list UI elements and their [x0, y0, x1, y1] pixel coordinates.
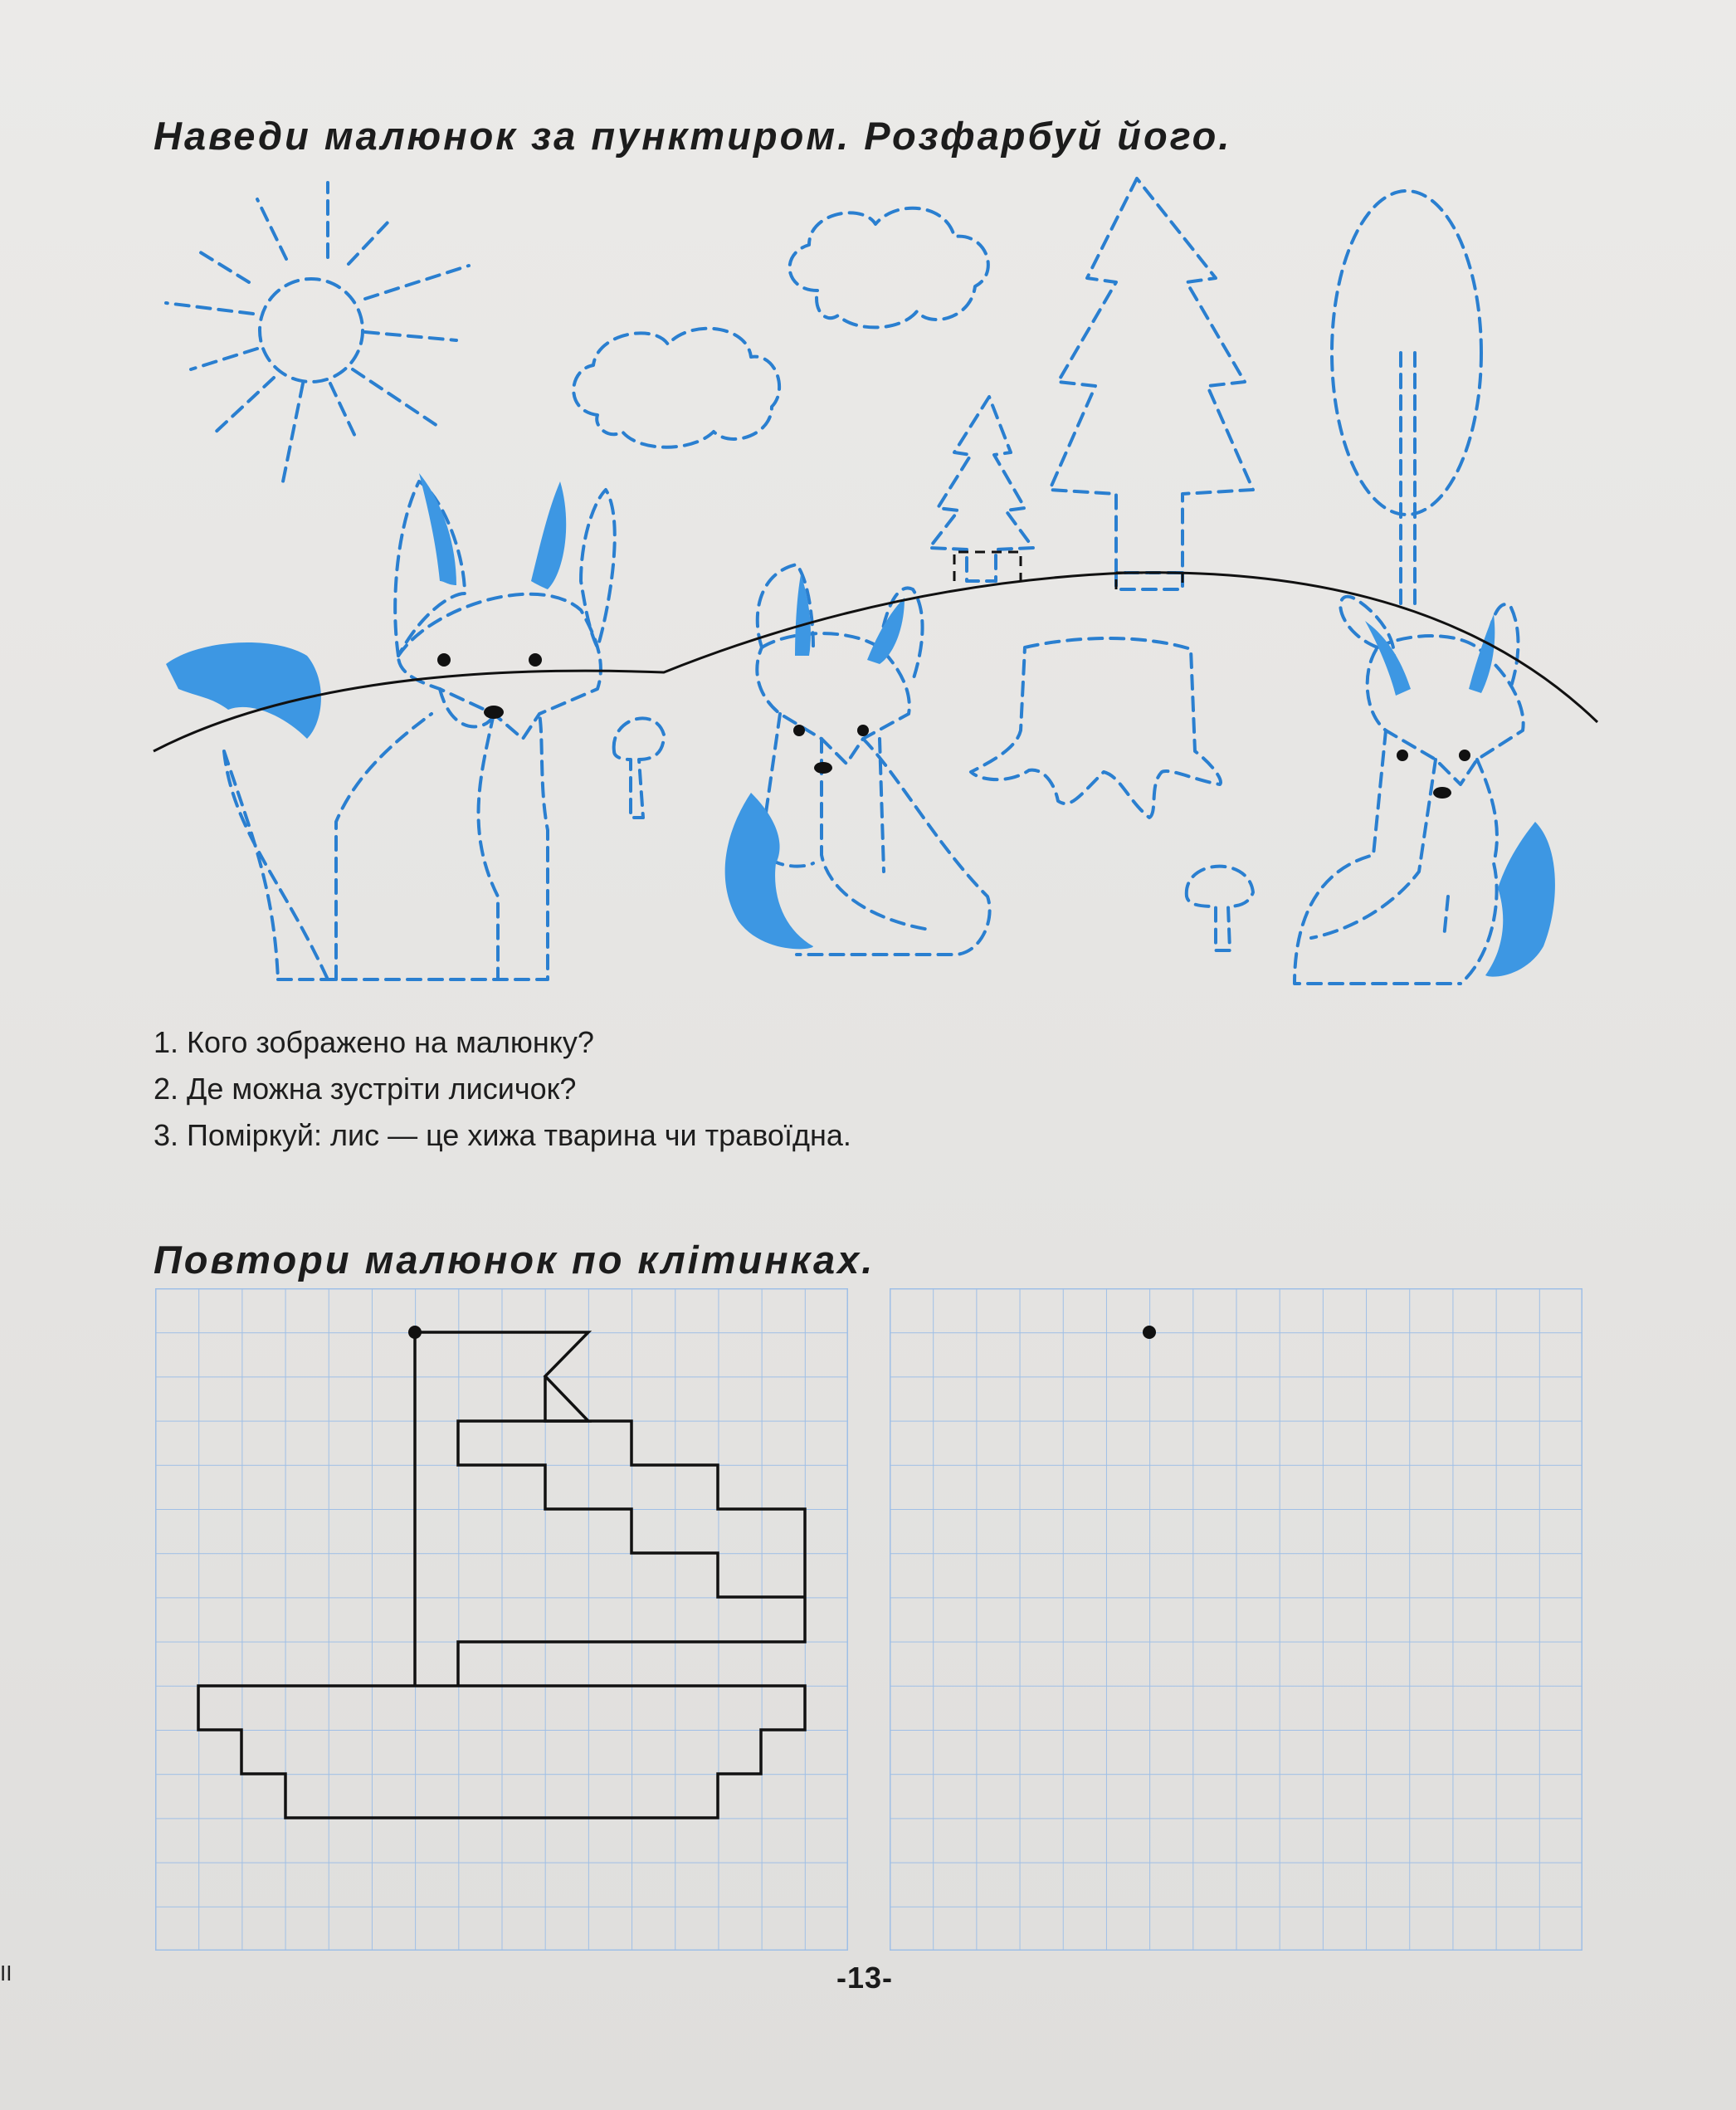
fox-large-ear-right: [531, 481, 566, 589]
start-dot: [408, 1326, 422, 1339]
tall-tree-trunk: [1401, 353, 1415, 606]
sun-icon: [166, 183, 469, 486]
ground-dashes-left: [954, 552, 1021, 581]
fox-large-eye-right: [529, 653, 542, 667]
grid-sample: [155, 1288, 848, 1951]
cloud-lower: [573, 329, 779, 447]
question-1: 1. Кого зображено на малюнку?: [154, 1025, 594, 1059]
stump: [971, 638, 1221, 818]
fox-middle-eye-right: [857, 725, 869, 736]
fox-right-ear-right: [1469, 614, 1495, 693]
task1-heading: Наведи малюнок за пунктиром. Розфарбуй його.: [154, 114, 1232, 158]
fox-large-tail: [166, 642, 321, 739]
tall-tree-crown: [1332, 191, 1481, 515]
question-3: 3. Поміркуй: лис — це хижа тварина чи травоїдна.: [154, 1118, 851, 1152]
ground-dashes-right: [1116, 573, 1183, 589]
task2-heading: Повтори малюнок по клітинках.: [154, 1238, 875, 1282]
fox-right-eye-left: [1397, 750, 1408, 761]
fox-large-eye-left: [437, 653, 451, 667]
question-2: 2. Де можна зустріти лисичок?: [154, 1072, 577, 1106]
fox-middle-eye-left: [793, 725, 805, 736]
trace-illustration: [0, 0, 1736, 1013]
start-dot: [1143, 1326, 1156, 1339]
mushroom-1: [614, 718, 664, 818]
grid-blank[interactable]: [890, 1288, 1582, 1951]
page-number: -13-: [836, 1961, 894, 1995]
margin-mark: II: [0, 1961, 12, 1985]
big-spruce: [1050, 178, 1253, 573]
big-spruce-trunk-base: [1116, 573, 1183, 589]
small-spruce: [929, 397, 1033, 581]
fox-middle: [757, 564, 989, 955]
fox-middle-ear-left: [795, 574, 811, 656]
fox-right-nose: [1433, 787, 1451, 799]
cloud-upper: [790, 208, 988, 328]
fox-right-eye-right: [1459, 750, 1470, 761]
fox-middle-tail: [725, 793, 813, 949]
fox-middle-nose: [814, 762, 832, 774]
fox-large-nose: [484, 706, 504, 719]
questions-list: [154, 1019, 851, 1159]
mushroom-2: [1187, 867, 1253, 950]
